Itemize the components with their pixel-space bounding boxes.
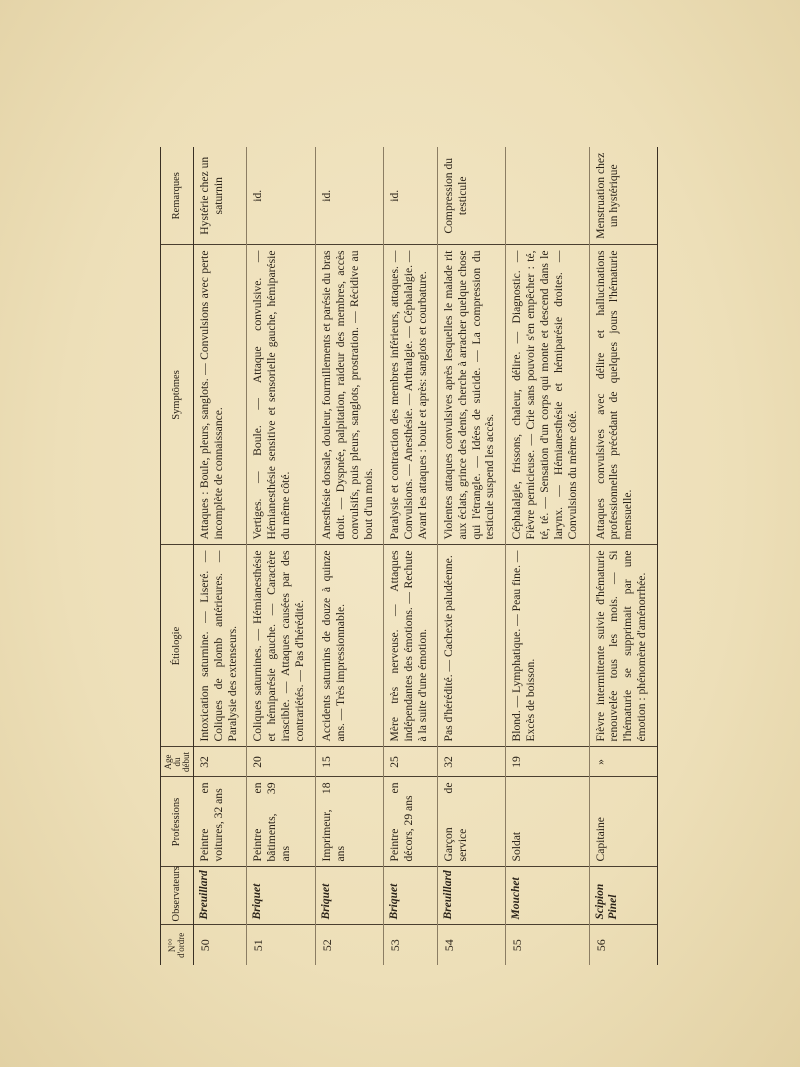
remarks-cell: id. — [384, 147, 437, 245]
header-etiology: Étiologie — [161, 545, 194, 747]
remarks-cell: Hystérie chez un saturnin — [194, 147, 247, 245]
remarks-cell: id. — [247, 147, 315, 245]
age-cell: » — [589, 747, 657, 777]
header-professions: Professions — [161, 777, 194, 867]
profession-cell: Capitaine — [589, 777, 657, 867]
table-row — [194, 147, 247, 965]
rotated-table-container — [160, 147, 658, 965]
symptoms-cell: Anesthésie dorsale, douleur, fourmillements et parésie du bras droit. — Dyspnée, palpitation, raideur des membres, accès convulsifs, puis pleurs, sanglots, prostration. — Récidive au bout d'un mois. — [315, 245, 383, 545]
table-row — [506, 147, 589, 965]
observer-cell: Briquet — [384, 867, 437, 925]
etiology-cell: Coliques saturnines. — Hémianesthésie et hémiparésie gauche. — Caractère irascible. — Attaques causées par des contrariétés. — Pas d'hérédité. — [247, 545, 315, 747]
table-row — [247, 147, 315, 965]
age-cell: 19 — [506, 747, 589, 777]
symptoms-cell: Violentes attaques convulsives après lesquelles le malade rit aux éclats, grince des dents, cherche à arracher quelque chose qui l'étrangle. — Idées de suicide. — La compression du testicule suspend les accès. — [437, 245, 505, 545]
remarks-cell — [506, 147, 589, 245]
age-cell: 20 — [247, 747, 315, 777]
profession-cell: Peintre en voitures, 32 ans — [194, 777, 247, 867]
table-row — [437, 147, 505, 965]
age-cell: 32 — [194, 747, 247, 777]
etiology-cell: Intoxication saturnine. — Liseré. — Coliques de plomb antérieures. — Paralysie des extenseurs. — [194, 545, 247, 747]
table-header-row — [161, 147, 194, 965]
observer-cell: Briquet — [247, 867, 315, 925]
profession-cell: Soldat — [506, 777, 589, 867]
symptoms-cell: Paralysie et contraction des membres inférieurs, attaques. — Convulsions. — Anesthésie. — Arthralgie. — Céphalalgie. — Avant les attaques : boule et après: sanglots et courbature. — [384, 245, 437, 545]
profession-cell: Peintre en décors, 29 ans — [384, 777, 437, 867]
etiology-cell: Blond. — Lymphatique. — Peau fine. — Excès de boisson. — [506, 545, 589, 747]
observer-cell: Breuillard — [194, 867, 247, 925]
header-number: N°° d'ordre — [161, 925, 194, 965]
etiology-cell: Pas d'hérédité. — Cachexie paludéenne. — [437, 545, 505, 747]
row-number: 56 — [589, 925, 657, 965]
row-number: 50 — [194, 925, 247, 965]
profession-cell: Garçon de service — [437, 777, 505, 867]
remarks-cell: Menstruation chez un hystérique — [589, 147, 657, 245]
age-cell: 25 — [384, 747, 437, 777]
remarks-cell: Compression du testicule — [437, 147, 505, 245]
row-number: 53 — [384, 925, 437, 965]
age-cell: 15 — [315, 747, 383, 777]
row-number: 51 — [247, 925, 315, 965]
observer-cell: Mouchet — [506, 867, 589, 925]
header-observers: Observateurs — [161, 867, 194, 925]
symptoms-cell: Céphalalgie, frissons, chaleur, délire. — Diagnostic. — Fièvre pernicieuse. — Crie sans pouvoir s'en empêcher : té, té, té. — Sensation d'un corps qui monte et descend dans le larynx. — Hémianesthésie et hémiparésie droites. — Convulsions du même côté. — [506, 245, 589, 545]
row-number: 52 — [315, 925, 383, 965]
etiology-cell: Fièvre intermittente suivie d'hématurie renouvelée tous les mois. — Si l'hématurie se supprimait par une émotion : phénomène d'aménorrhée. — [589, 545, 657, 747]
header-remarks: Remarques — [161, 147, 194, 245]
observer-cell: Breuillard — [437, 867, 505, 925]
table-body — [194, 147, 658, 965]
age-cell: 32 — [437, 747, 505, 777]
profession-cell: Peintre en bâtiments, 39 ans — [247, 777, 315, 867]
symptoms-cell: Vertiges. — Boule. — Attaque convulsive. — Hémianesthésie sensitive et sensorielle gauche, hémiparésie du même côté. — [247, 245, 315, 545]
observer-cell: Briquet — [315, 867, 383, 925]
table-row — [384, 147, 437, 965]
etiology-cell: Mère très nerveuse. — Attaques indépendantes des émotions. — Rechute à la suite d'une émotion. — [384, 545, 437, 747]
symptoms-cell: Attaques convulsives avec délire et hallucinations professionnelles précédant de quelques jours l'hématurie mensuelle. — [589, 245, 657, 545]
row-number: 54 — [437, 925, 505, 965]
observer-cell: Scipion Pinel — [589, 867, 657, 925]
table-row — [589, 147, 657, 965]
header-age: Age du début — [161, 747, 194, 777]
table-row — [315, 147, 383, 965]
remarks-cell: id. — [315, 147, 383, 245]
etiology-cell: Accidents saturnins de douze à quinze ans. — Très impressionnable. — [315, 545, 383, 747]
profession-cell: Imprimeur, 18 ans — [315, 777, 383, 867]
symptoms-cell: Attaques : Boule, pleurs, sanglots. — Convulsions avec perte incomplète de connaissance. — [194, 245, 247, 545]
row-number: 55 — [506, 925, 589, 965]
header-symptoms: Symptômes — [161, 245, 194, 545]
hysteria-cases-table — [160, 147, 658, 965]
